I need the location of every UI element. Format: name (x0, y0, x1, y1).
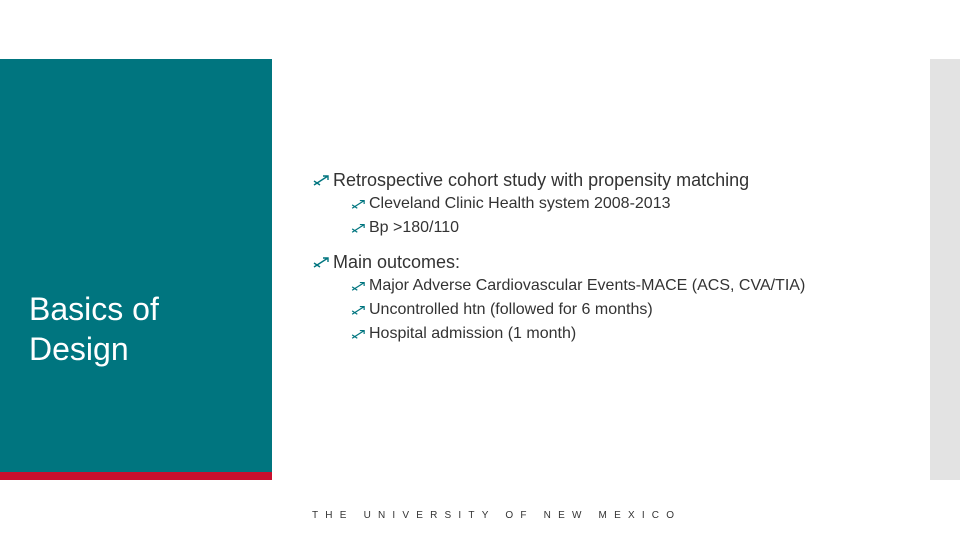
arrow-bullet-icon (350, 304, 368, 316)
sub-bullet-item (312, 274, 912, 298)
bullet-text: Main outcomes: (333, 252, 461, 272)
bullet-text: Retrospective cohort study with propensity matching (333, 170, 750, 190)
sub-bullet-item (312, 192, 912, 216)
title-panel (0, 59, 272, 472)
accent-stripe (0, 472, 272, 480)
bullet-item (312, 168, 912, 192)
arrow-bullet-icon (350, 198, 368, 210)
right-side-bar (930, 59, 960, 480)
footer-university: THE UNIVERSITY OF NEW MEXICO (312, 510, 682, 521)
sub-bullet-item (312, 322, 912, 346)
bullet-item (312, 250, 912, 274)
sub-bullet-text: Bp >180/110 (369, 219, 460, 236)
arrow-bullet-icon (350, 280, 368, 292)
arrow-bullet-icon (350, 222, 368, 234)
sub-bullet-text: Major Adverse Cardiovascular Events-MACE (ACS, CVA/TIA) (369, 277, 806, 294)
sub-bullet-text: Uncontrolled htn (followed for 6 months) (369, 301, 653, 318)
sub-bullet-text: Cleveland Clinic Health system 2008-2013 (369, 195, 671, 212)
slide-title: Basics of Design (29, 291, 159, 367)
arrow-bullet-icon (312, 173, 332, 187)
sub-bullet-item (312, 298, 912, 322)
arrow-bullet-icon (312, 255, 332, 269)
arrow-bullet-icon (350, 328, 368, 340)
sub-bullet-text: Hospital admission (1 month) (369, 325, 577, 342)
bullet-list (312, 168, 912, 346)
sub-bullet-item (312, 216, 912, 240)
